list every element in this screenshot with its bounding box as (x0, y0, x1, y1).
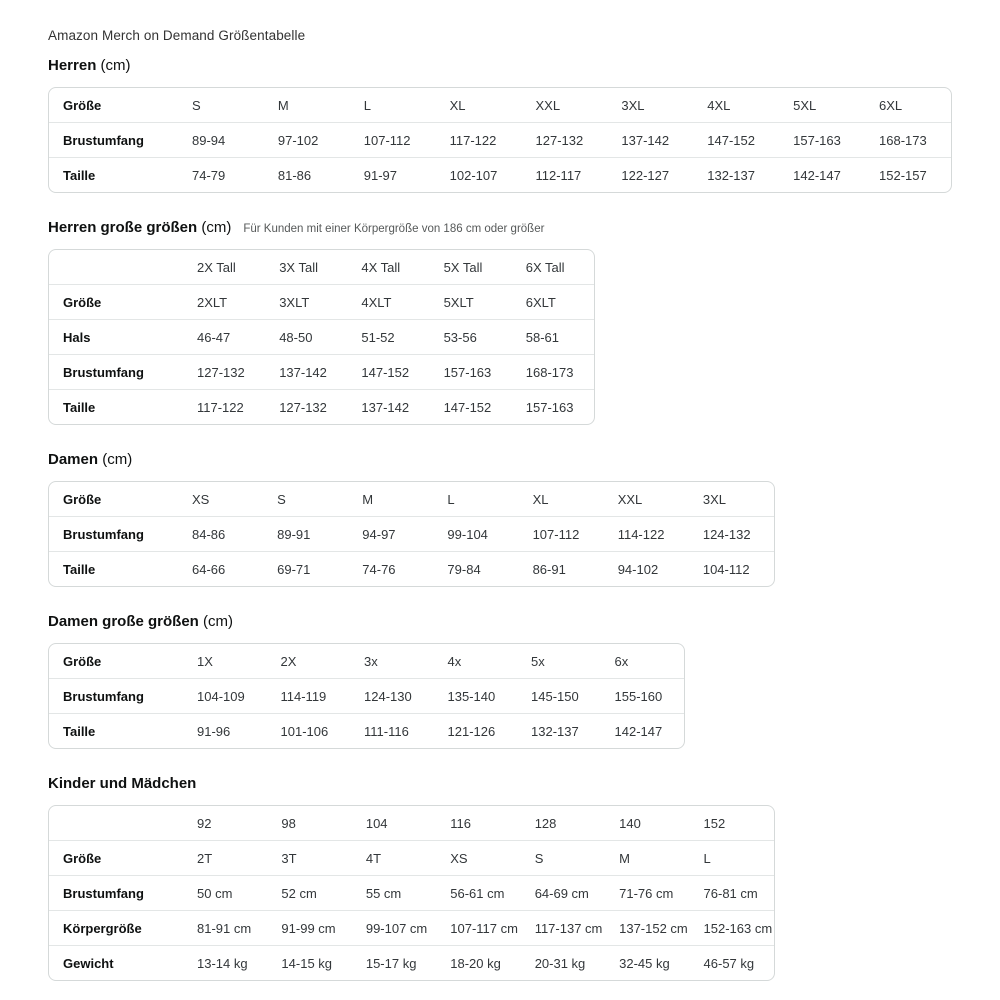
table-row (49, 840, 774, 875)
cell: 6x (614, 653, 629, 669)
cell: 122-127 (607, 157, 693, 192)
cell: 4XL (707, 97, 731, 113)
section-damen (48, 451, 952, 587)
table-row (49, 806, 774, 840)
cell: M (277, 97, 289, 113)
table-row (49, 713, 684, 748)
table-row (49, 678, 684, 713)
cell: 5X Tall (443, 259, 483, 275)
cell: 155-160 (601, 678, 685, 713)
cell: 81-86 (264, 157, 350, 192)
heading-unit: (cm) (102, 451, 133, 468)
cell: 74-76 (348, 551, 433, 586)
cell: 152-157 (865, 157, 951, 192)
cell: M (605, 840, 689, 875)
table-row (49, 250, 594, 284)
cell: 107-112 (350, 122, 436, 157)
cell: 2XLT (183, 284, 265, 319)
cell: 107-117 cm (436, 910, 520, 945)
section-heading (48, 613, 952, 630)
cell: 152 (703, 815, 726, 831)
damen-plus-size-table (48, 643, 685, 749)
cell: S (192, 97, 201, 113)
cell: 128 (534, 815, 557, 831)
section-heading (48, 57, 952, 74)
cell: S (277, 491, 286, 507)
table-row (49, 551, 774, 586)
cell: 104 (365, 815, 388, 831)
heading-text: Herren große größen (48, 219, 198, 236)
damen-size-table (48, 481, 775, 587)
cell: 46-57 kg (690, 945, 774, 980)
cell: 104-112 (689, 551, 774, 586)
cell: 142-147 (779, 157, 865, 192)
cell: 99-104 (433, 516, 518, 551)
section-heading (48, 219, 952, 236)
cell: 53-56 (430, 319, 512, 354)
table-row (49, 875, 774, 910)
row-label: Hals (49, 319, 183, 354)
cell: 127-132 (522, 122, 608, 157)
cell: 117-122 (436, 122, 522, 157)
row-label (49, 806, 183, 840)
cell: 147-152 (430, 389, 512, 424)
cell: 3XL (702, 491, 726, 507)
section-kinder (48, 775, 952, 981)
cell: 132-137 (517, 713, 601, 748)
row-label: Brustumfang (49, 354, 183, 389)
section-herren-grosse-groessen (48, 219, 952, 425)
cell: 124-130 (350, 678, 434, 713)
herren-tall-size-table (48, 249, 595, 425)
cell: 99-107 cm (352, 910, 436, 945)
cell: 168-173 (512, 354, 594, 389)
cell: 2X Tall (197, 259, 236, 275)
row-label (49, 250, 183, 284)
cell: 137-142 (607, 122, 693, 157)
cell: 91-96 (183, 713, 267, 748)
cell: 58-61 (512, 319, 594, 354)
row-label: Größe (63, 97, 102, 113)
cell: 52 cm (267, 875, 351, 910)
row-label: Brustumfang (49, 678, 183, 713)
heading-note: Für Kunden mit einer Körpergröße von 186 cm oder größer (243, 223, 545, 235)
row-label: Taille (49, 551, 178, 586)
cell: 157-163 (779, 122, 865, 157)
cell: 137-142 (347, 389, 429, 424)
cell: L (690, 840, 774, 875)
table-row (49, 88, 951, 122)
row-label: Brustumfang (49, 516, 178, 551)
cell: 112-117 (522, 157, 608, 192)
cell: 3X Tall (279, 259, 318, 275)
cell: 111-116 (350, 713, 434, 748)
table-row (49, 644, 684, 678)
row-label: Körpergröße (49, 910, 183, 945)
heading-text: Kinder und Mädchen (48, 775, 197, 792)
cell: XL (532, 491, 549, 507)
cell: M (362, 491, 374, 507)
row-label: Taille (49, 389, 183, 424)
table-row (49, 910, 774, 945)
cell: 2T (183, 840, 267, 875)
row-label: Gewicht (49, 945, 183, 980)
cell: 116 (450, 815, 471, 831)
cell: XL (449, 97, 466, 113)
cell: 135-140 (434, 678, 518, 713)
cell: 5XLT (430, 284, 512, 319)
cell: 89-91 (263, 516, 348, 551)
row-label: Größe (49, 284, 183, 319)
cell: 81-91 cm (183, 910, 267, 945)
cell: 127-132 (265, 389, 347, 424)
cell: XS (192, 491, 210, 507)
row-label: Brustumfang (49, 875, 183, 910)
cell: 104-109 (183, 678, 267, 713)
cell: 145-150 (517, 678, 601, 713)
cell: 1X (197, 653, 213, 669)
herren-size-table (48, 87, 952, 193)
cell: 3T (267, 840, 351, 875)
cell: 124-132 (689, 516, 774, 551)
cell: 4x (447, 653, 462, 669)
cell: 147-152 (347, 354, 429, 389)
cell: 3x (364, 653, 378, 669)
cell: 140 (619, 815, 641, 831)
cell: 50 cm (183, 875, 267, 910)
cell: 55 cm (352, 875, 436, 910)
cell: 92 (197, 815, 212, 831)
cell: 94-97 (348, 516, 433, 551)
heading-unit: (cm) (201, 219, 232, 236)
cell: 137-142 (265, 354, 347, 389)
row-label: Taille (49, 157, 178, 192)
table-row (49, 389, 594, 424)
heading-text: Herren (48, 57, 97, 74)
cell: 32-45 kg (605, 945, 689, 980)
cell: 91-97 (350, 157, 436, 192)
row-label: Größe (49, 840, 183, 875)
cell: 114-122 (604, 516, 689, 551)
cell: 137-152 cm (605, 910, 689, 945)
cell: 114-119 (267, 678, 351, 713)
table-row (49, 284, 594, 319)
cell: 107-112 (519, 516, 604, 551)
table-row (49, 122, 951, 157)
cell: XXL (617, 491, 643, 507)
cell: 18-20 kg (436, 945, 520, 980)
row-label: Größe (63, 653, 102, 669)
cell: 6XLT (512, 284, 594, 319)
cell: 4T (352, 840, 436, 875)
document-title: Amazon Merch on Demand Größentabelle (48, 28, 306, 43)
cell: 64-69 cm (521, 875, 605, 910)
cell: 6XL (879, 97, 903, 113)
heading-text: Damen große größen (48, 613, 199, 630)
row-label: Brustumfang (49, 122, 178, 157)
cell: 46-47 (183, 319, 265, 354)
cell: L (363, 97, 371, 113)
cell: 71-76 cm (605, 875, 689, 910)
cell: 56-61 cm (436, 875, 520, 910)
table-row (49, 482, 774, 516)
cell: 64-66 (178, 551, 263, 586)
cell: 168-173 (865, 122, 951, 157)
cell: 121-126 (434, 713, 518, 748)
cell: 102-107 (436, 157, 522, 192)
cell: 74-79 (178, 157, 264, 192)
cell: 3XLT (265, 284, 347, 319)
cell: 142-147 (601, 713, 685, 748)
table-row (49, 945, 774, 980)
cell: L (447, 491, 455, 507)
section-damen-grosse-groessen (48, 613, 952, 749)
table-row (49, 319, 594, 354)
heading-unit: (cm) (203, 613, 234, 630)
cell: 20-31 kg (521, 945, 605, 980)
cell: 98 (281, 815, 296, 831)
cell: XXL (535, 97, 561, 113)
cell: 94-102 (604, 551, 689, 586)
cell: 4X Tall (361, 259, 401, 275)
row-label: Größe (63, 491, 102, 507)
cell: 157-163 (430, 354, 512, 389)
cell: 84-86 (178, 516, 263, 551)
row-label: Taille (49, 713, 183, 748)
cell: 147-152 (693, 122, 779, 157)
cell: 76-81 cm (690, 875, 774, 910)
cell: 117-122 (183, 389, 265, 424)
table-row (49, 516, 774, 551)
cell: 86-91 (519, 551, 604, 586)
section-herren (48, 57, 952, 193)
cell: 79-84 (433, 551, 518, 586)
cell: 91-99 cm (267, 910, 351, 945)
cell: 5x (531, 653, 545, 669)
cell: 6X Tall (525, 259, 565, 275)
cell: S (521, 840, 605, 875)
section-heading (48, 451, 952, 468)
cell: 2X (280, 653, 297, 669)
cell: 152-163 cm (690, 910, 774, 945)
cell: 4XLT (347, 284, 429, 319)
cell: 69-71 (263, 551, 348, 586)
kinder-size-table (48, 805, 775, 981)
cell: 132-137 (693, 157, 779, 192)
table-row (49, 157, 951, 192)
cell: 117-137 cm (521, 910, 605, 945)
cell: 5XL (793, 97, 817, 113)
cell: XS (436, 840, 520, 875)
table-row (49, 354, 594, 389)
cell: 3XL (621, 97, 645, 113)
cell: 157-163 (512, 389, 594, 424)
cell: 51-52 (347, 319, 429, 354)
cell: 97-102 (264, 122, 350, 157)
cell: 101-106 (267, 713, 351, 748)
cell: 127-132 (183, 354, 265, 389)
cell: 48-50 (265, 319, 347, 354)
cell: 15-17 kg (352, 945, 436, 980)
heading-text: Damen (48, 451, 99, 468)
cell: 89-94 (178, 122, 264, 157)
cell: 13-14 kg (183, 945, 267, 980)
heading-unit: (cm) (100, 57, 131, 74)
section-heading (48, 775, 952, 792)
cell: 14-15 kg (267, 945, 351, 980)
